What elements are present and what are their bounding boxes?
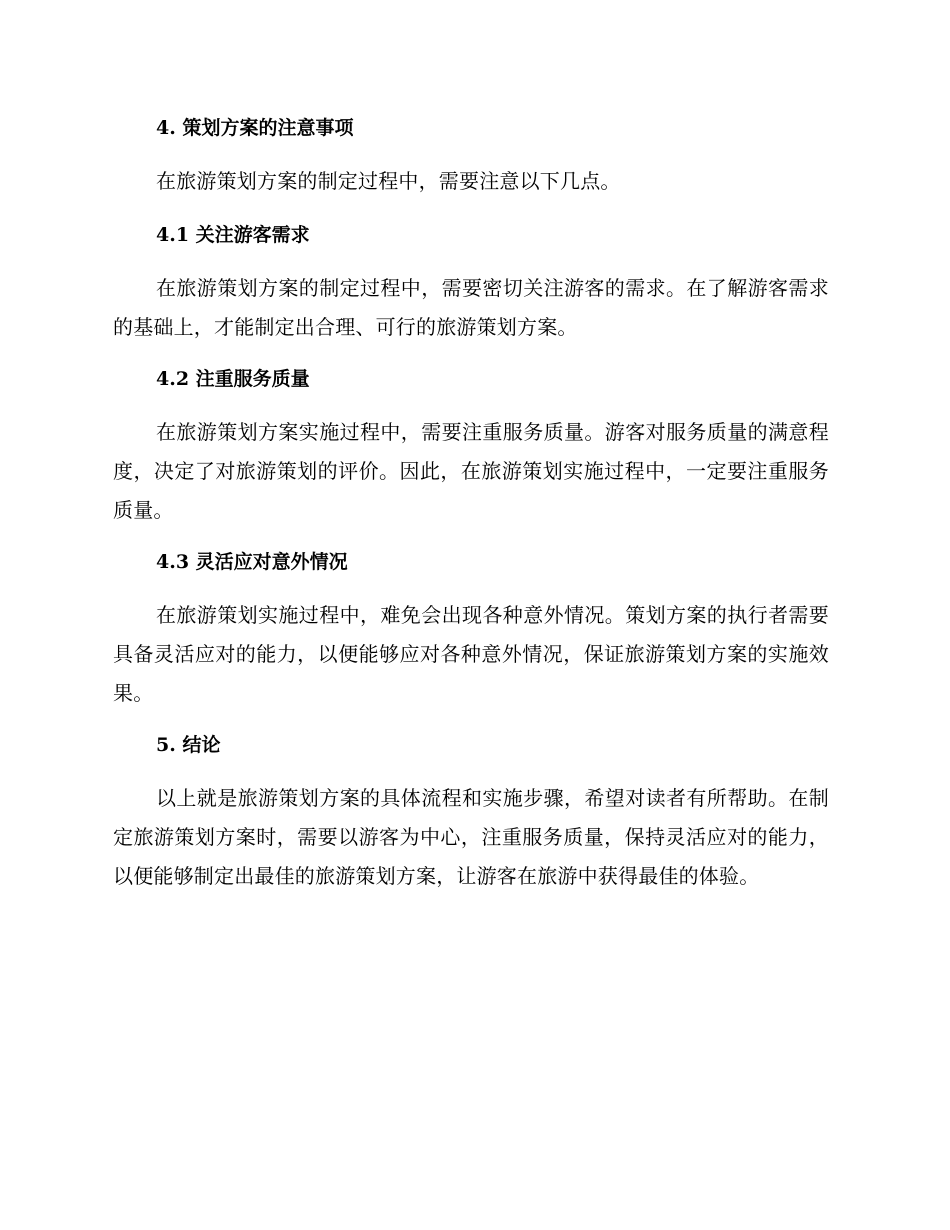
section-heading: 4.1 关注游客需求 xyxy=(156,224,310,246)
section-5-conclusion xyxy=(113,725,829,896)
section-heading: 4. 策划方案的注意事项 xyxy=(156,117,354,139)
section-paragraph: 在旅游策划方案的制定过程中，需要注意以下几点。 xyxy=(156,169,621,193)
section-paragraph: 在旅游策划实施过程中，难免会出现各种意外情况。策划方案的执行者需要具备灵活应对的能力，以便能够应对各种意外情况，保证旅游策划方案的实施效果。 xyxy=(113,603,829,705)
section-4-2 xyxy=(113,359,829,530)
section-4-1 xyxy=(113,215,829,347)
document-page xyxy=(113,108,829,908)
section-4-3 xyxy=(113,542,829,713)
section-paragraph: 在旅游策划方案实施过程中，需要注重服务质量。游客对服务质量的满意程度，决定了对旅游策划的评价。因此，在旅游策划实施过程中，一定要注重服务质量。 xyxy=(113,420,829,522)
section-heading: 4.2 注重服务质量 xyxy=(156,368,310,390)
section-heading: 5. 结论 xyxy=(156,734,221,756)
section-4 xyxy=(113,108,829,201)
section-paragraph: 以上就是旅游策划方案的具体流程和实施步骤，希望对读者有所帮助。在制定旅游策划方案时，需要以游客为中心，注重服务质量，保持灵活应对的能力，以便能够制定出最佳的旅游策划方案，让游客在旅游中获得最佳的体验。 xyxy=(113,786,829,888)
section-paragraph: 在旅游策划方案的制定过程中，需要密切关注游客的需求。在了解游客需求的基础上，才能制定出合理、可行的旅游策划方案。 xyxy=(113,276,829,339)
section-heading: 4.3 灵活应对意外情况 xyxy=(156,551,348,573)
